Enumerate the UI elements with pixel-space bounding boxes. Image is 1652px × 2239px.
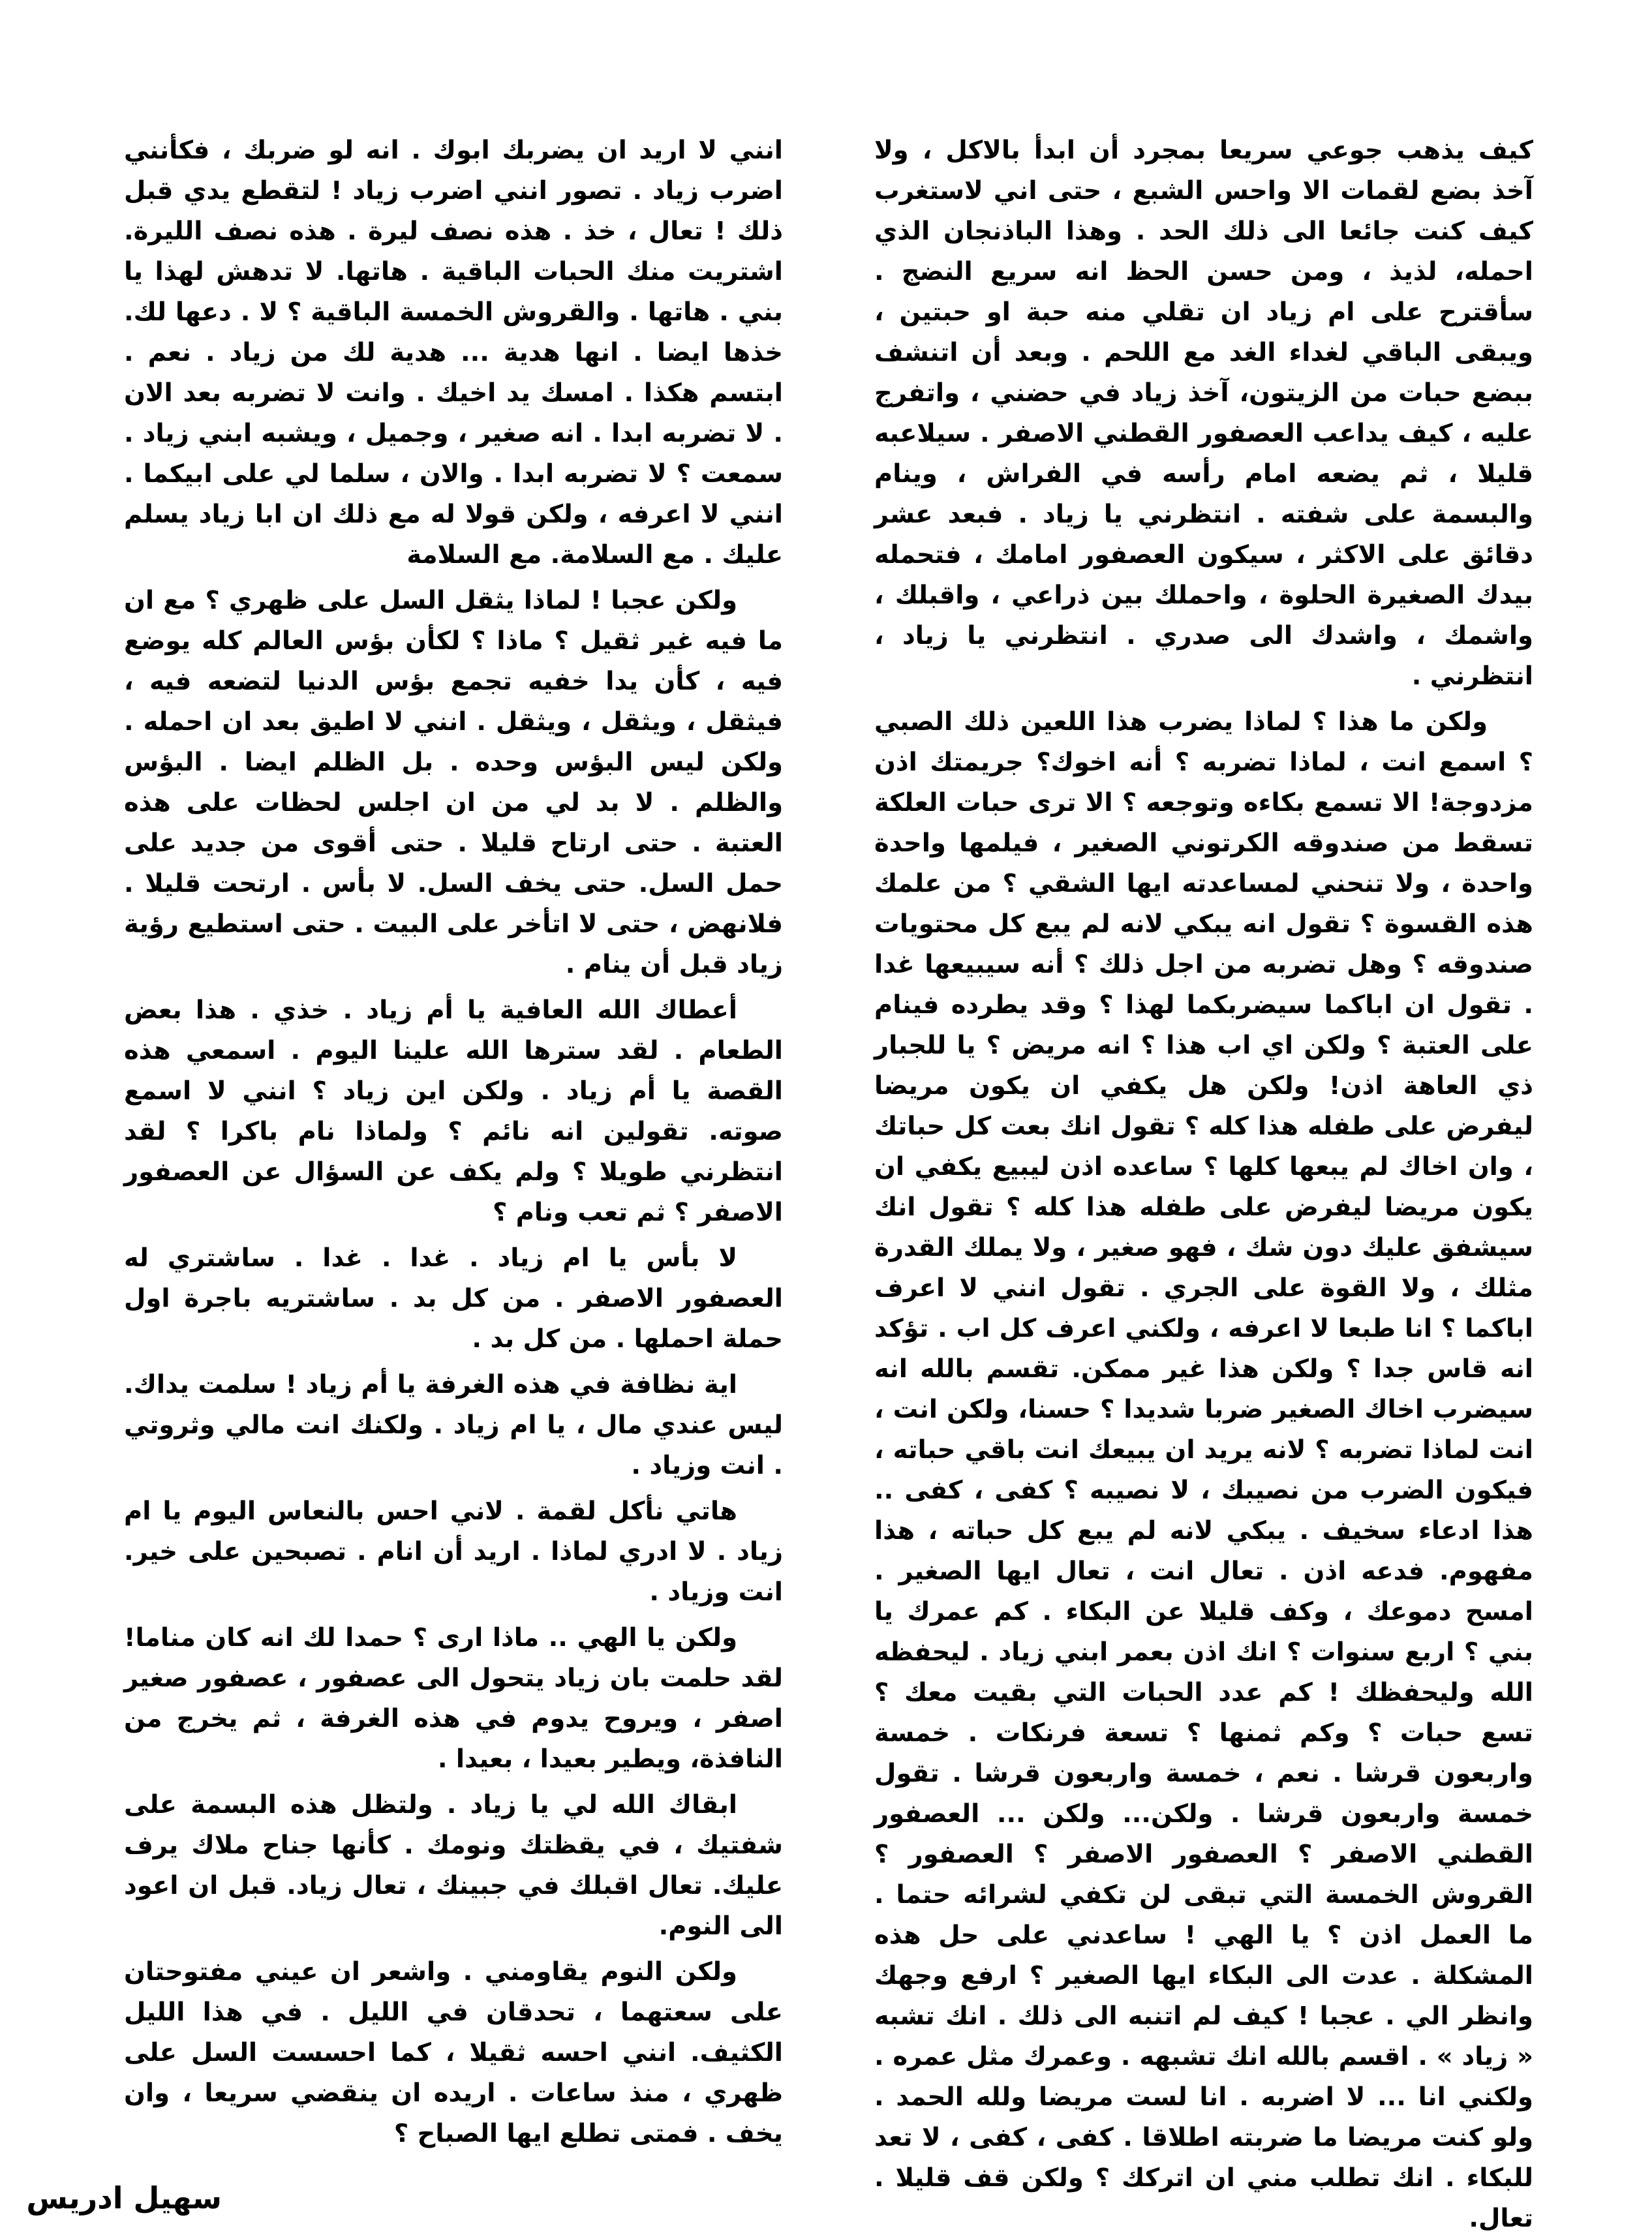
paragraph: ولكن يا الهي .. ماذا ارى ؟ حمدا لك انه كان مناما! لقد حلمت بان زياد يتحول الى عصفور ، عصفور صغير اصفر ، ويروح يدوم في هذه الغرفة ، ثم يخرج من النافذة، ويطير بعيدا ، بعيدا . [124,1623,783,1774]
author-signature: سهيل ادريس [26,2180,222,2216]
paragraph: ولكن ما هذا ؟ لماذا يضرب هذا اللعين ذلك الصبي ؟ اسمع انت ، لماذا تضربه ؟ أنه اخوك؟ جريمتك اذن مزدوجة! الا تسمع بكاءه وتوجعه ؟ الا ترى حبات العلكة تسقط من صندوقه الكرتوني الصغير ، فيلمها واحدة واحدة ، ولا تنحني لمساعدته ايها الشقي ؟ من علمك هذه القسوة ؟ تقول انه يبكي لانه لم يبع كل محتويات صندوقه ؟ وهل تضربه من اجل ذلك ؟ أنه سيبيعها غدا . تقول ان اباكما سيضربكما لهذا ؟ وقد يطرده فينام على العتبة ؟ ولكن اي اب هذا ؟ انه مريض ؟ يا للجبار ذي العاهة اذن! ولكن هل يكفي ان يكون مريضا ليفرض على طفله هذا كله ؟ تقول انك بعت كل حباتك ، وان اخاك لم يبعها كلها ؟ ساعده اذن ليبيع يكفي ان يكون مريضا ليفرض على طفله هذا كله ؟ تقول انك سيشفق عليك دون شك ، فهو صغير ، ولا يملك القدرة مثلك ، ولا القوة على الجري . تقول انني لا اعرف اباكما ؟ انا طبعا لا اعرفه ، ولكني اعرف كل اب . تؤكد انه قاس جدا ؟ ولكن هذا غير ممكن. تقسم بالله انه سيضرب اخاك الصغير ضربا شديدا ؟ حسنا، ولكن انت ، انت لماذا تضربه ؟ لانه يريد ان يبيعك انت باقي حباته ، فيكون الضرب من نصيبك ، لا نصيبه ؟ كفى ، كفى .. هذا ادعاء سخيف . يبكي لانه لم يبع كل حباته ، هذا مفهوم. فدعه اذن . تعال انت ، تعال ايها الصغير . امسح دموعك ، وكف قليلا عن البكاء . كم عمرك يا بني ؟ اربع سنوات ؟ انك اذن بعمر ابني زياد . ليحفظه الله وليحفظك ! كم عدد الحبات التي بقيت معك ؟ تسع حبات ؟ وكم ثمنها ؟ تسعة فرنكات . خمسة واربعون قرشا . نعم ، خمسة واربعون قرشا . تقول خمسة واربعون قرشا . ولكن... ولكن ... العصفور القطني الاصفر ؟ العصفور الاصفر ؟ العصفور ؟ القروش الخمسة التي تبقى لن تكفي لشرائه حتما . ما العمل اذن ؟ يا الهي ! ساعدني على حل هذه المشكلة . عدت الى البكاء ايها الصغير ؟ ارفع وجهك وانظر الي . عجبا ! كيف لم اتنبه الى ذلك . انك تشبه « زياد » . اقسم بالله انك تشبهه . وعمرك مثل عمره . ولكني انا ... لا اضربه . انا لست مريضا ولله الحمد . ولو كنت مريضا ما ضربته اطلاقا . كفى ، كفى ، لا تعد للبكاء . انك تطلب مني ان اتركك ؟ ولكن قف قليلا . تعال. [874,707,1533,2233]
paragraph: هاتي نأكل لقمة . لاني احس بالنعاس اليوم يا ام زياد . لا ادري لماذا . اريد أن انام . تصبحين على خير. انت وزياد . [124,1497,783,1607]
paragraph: أعطاك الله العافية يا أم زياد . خذي . هذا بعض الطعام . لقد سترها الله علينا اليوم . اسمعي هذه القصة يا أم زياد . ولكن اين زياد ؟ انني لا اسمع صوته. تقولين انه نائم ؟ ولماذا نام باكرا ؟ لقد انتظرني طويلا ؟ ولم يكف عن السؤال عن العصفور الاصفر ؟ ثم تعب ونام ؟ [124,996,783,1227]
paragraph: ابقاك الله لي يا زياد . ولتظل هذه البسمة على شفتيك ، في يقظتك ونومك . كأنها جناح ملاك يرف عليك. تعال اقبلك في جبينك ، تعال زياد. قبل ان اعود الى النوم. [124,1790,783,1941]
left-column [26,130,783,2216]
paragraph: كيف يذهب جوعي سريعا بمجرد أن ابدأ بالاكل ، ولا آخذ بضع لقمات الا واحس الشبع ، حتى اني لاستغرب كيف كنت جائعا الى ذلك الحد . وهذا الباذنجان الذي احمله، لذيذ ، ومن حسن الحظ انه سريع النضج . سأقترح على ام زياد ان تقلي منه حبة او حبتين ، ويبقى الباقي لغداء الغد مع اللحم . وبعد أن اتنشف ببضع حبات من الزيتون، آخذ زياد في حضني ، واتفرج عليه ، كيف يداعب العصفور القطني الاصفر . سيلاعبه قليلا ، ثم يضعه امام رأسه في الفراش ، وينام والبسمة على شفته . انتظرني يا زياد . فبعد عشر دقائق على الاكثر ، سيكون العصفور امامك ، فتحمله بيدك الصغيرة الحلوة ، واحملك بين ذراعي ، واقبلك ، واشمك ، واشدك الى صدري . انتظرني يا زياد ، انتظرني . [874,136,1533,691]
magazine-page [26,130,1533,2233]
paragraph: ولكن عجبا ! لماذا يثقل السل على ظهري ؟ مع ان ما فيه غير ثقيل ؟ ماذا ؟ لكأن بؤس العالم كله يوضع فيه ، كأن يدا خفيه تجمع بؤس الدنيا لتضعه فيه ، فيثقل ، ويثقل ، ويثقل . انني لا اطيق بعد ان احمله . ولكن ليس البؤس وحده . بل الظلم ايضا . البؤس والظلم . لا بد لي من ان اجلس لحظات على هذه العتبة . حتى ارتاح قليلا . حتى أقوى من جديد على حمل السل. حتى يخف السل. لا بأس . ارتحت قليلا . فلانهض ، حتى لا اتأخر على البيت . حتى استطيع رؤية زياد قبل أن ينام . [124,586,783,979]
paragraph: انني لا اريد ان يضربك ابوك . انه لو ضربك ، فكأنني اضرب زياد . تصور انني اضرب زياد ! لتقطع يدي قبل ذلك ! تعال ، خذ . هذه نصف ليرة . هذه نصف الليرة. اشتريت منك الحبات الباقية . هاتها. لا تدهش لهذا يا بني . هاتها . والقروش الخمسة الباقية ؟ لا . دعها لك. خذها ايضا . انها هدية ... هدية لك من زياد . نعم . ابتسم هكذا . امسك يد اخيك . وانت لا تضربه بعد الان . لا تضربه ابدا . انه صغير ، وجميل ، ويشبه ابني زياد . سمعت ؟ لا تضربه ابدا . والان ، سلما لي على ابيكما . انني لا اعرفه ، ولكن قولا له مع ذلك ان ابا زياد يسلم عليك . مع السلامة. مع السلامة [124,136,783,570]
paragraph: لا بأس يا ام زياد . غدا . غدا . ساشتري له العصفور الاصفر . من كل بد . ساشتريه باجرة اول حملة احملها . من كل بد . [124,1243,783,1354]
paragraph: ولكن النوم يقاومني . واشعر ان عيني مفتوحتان على سعتهما ، تحدقان في الليل . في هذا الليل الكثيف. انني احسه ثقيلا ، كما احسست السل على ظهري ، منذ ساعات . اريده ان ينقضي سريعا ، وان يخف . فمتى تطلع ايها الصباح ؟ [124,1957,783,2148]
paragraph: اية نظافة في هذه الغرفة يا أم زياد ! سلمت يداك. ليس عندي مال ، يا ام زياد . ولكنك انت مالي وثروتي . انت وزياد . [124,1370,783,1480]
right-column [874,130,1533,2233]
